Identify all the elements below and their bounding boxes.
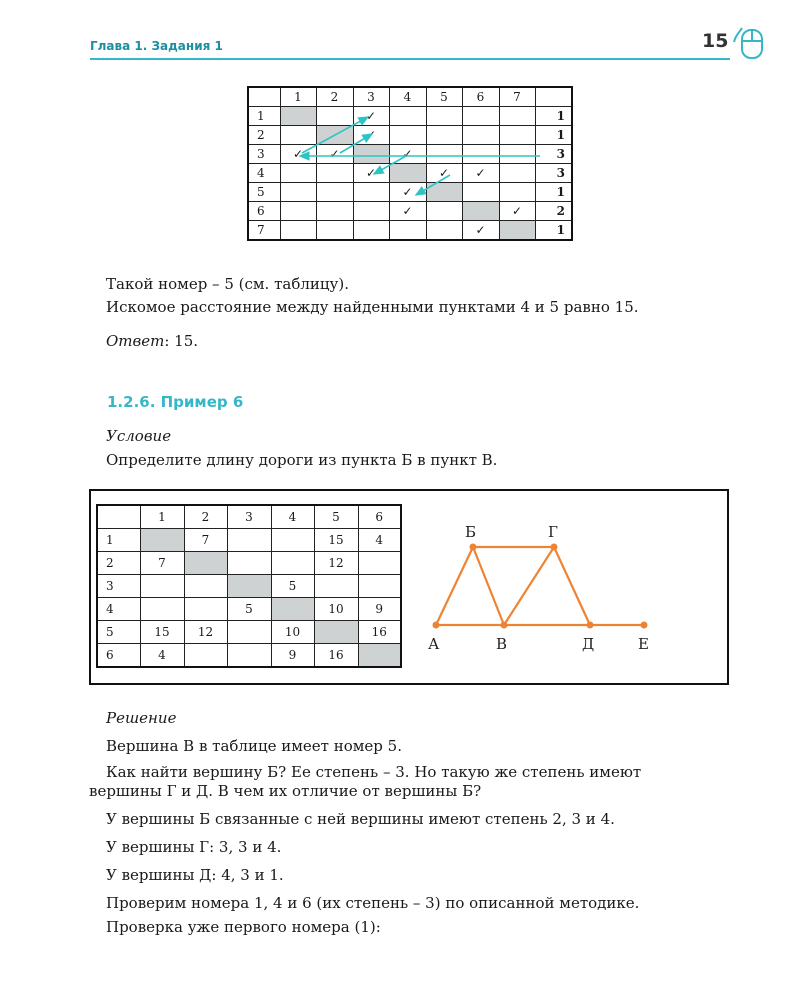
- vertex-label-G: Г: [548, 523, 558, 541]
- vertex-label-B: Б: [465, 523, 477, 541]
- condition-label: Условие: [106, 427, 172, 445]
- table1-cell: ✓: [462, 164, 499, 183]
- table2-row-header: 2: [97, 552, 140, 575]
- table2-row: [97, 575, 401, 598]
- table2-row-header: 4: [97, 598, 140, 621]
- edge-G-D: [554, 547, 590, 625]
- table1-degree-cell: 1: [535, 126, 572, 145]
- table2-row: [97, 598, 401, 621]
- table1-column-header: 3: [353, 87, 389, 107]
- table1-row-header: 1: [248, 107, 280, 126]
- table2-row-header: 6: [97, 644, 140, 668]
- connection-arrows: [0, 0, 800, 260]
- table2-cell: [227, 529, 271, 552]
- table2-column-header: 2: [184, 505, 227, 529]
- table1-column-header: 1: [280, 87, 316, 107]
- table2-cell: [140, 529, 184, 552]
- table2-cell: [140, 598, 184, 621]
- table2-cell: 15: [314, 529, 358, 552]
- table2-row-header: 1: [97, 529, 140, 552]
- solution-label: Решение: [106, 709, 177, 727]
- table2-cell: 7: [140, 552, 184, 575]
- table1-row-header: 2: [248, 126, 280, 145]
- chapter-title: Глава 1. Задания 1: [90, 39, 223, 53]
- table2-cell: [184, 575, 227, 598]
- solution-line-7: Проверка уже первого номера (1):: [106, 918, 381, 936]
- table2-column-header: 1: [140, 505, 184, 529]
- table2-row-header: 3: [97, 575, 140, 598]
- paragraph-result: Такой номер – 5 (см. таблицу).: [106, 275, 349, 293]
- table1-cell: ✓: [499, 202, 535, 221]
- table2-cell: [271, 552, 314, 575]
- table2-column-header: 3: [227, 505, 271, 529]
- table1-cell: ✓: [389, 202, 426, 221]
- table1-cell: ✓: [462, 221, 499, 241]
- table2-cell: [358, 644, 401, 668]
- edge-G-V: [504, 547, 554, 625]
- table1-column-header: 2: [316, 87, 353, 107]
- table2-row-header: 5: [97, 621, 140, 644]
- table2-cell: 12: [184, 621, 227, 644]
- arrow-3-to-2: [340, 134, 372, 153]
- distance-table: [96, 504, 402, 668]
- solution-line-6: Проверим номера 1, 4 и 6 (их степень – 3) по описанной методике.: [106, 894, 640, 912]
- arrow-3-to-1: [302, 117, 368, 153]
- table2-cell: [227, 552, 271, 575]
- answer-line: [106, 332, 198, 351]
- vertex-label-V: В: [496, 635, 508, 653]
- vertex-E: [641, 622, 648, 629]
- solution-line-1: Вершина В в таблице имеет номер 5.: [106, 737, 402, 755]
- table2-row: [97, 621, 401, 644]
- table2-cell: [271, 529, 314, 552]
- table2-cell: 12: [314, 552, 358, 575]
- table1-column-header: 4: [389, 87, 426, 107]
- section-heading: 1.2.6. Пример 6: [107, 393, 244, 411]
- table1-cell: ✓: [353, 164, 389, 183]
- answer-value: : 15.: [164, 332, 199, 350]
- table1-degree-cell: 3: [535, 164, 572, 183]
- table1-cell: ✓: [280, 145, 316, 164]
- solution-line-3: У вершины Б связанные с ней вершины имеют степень 2, 3 и 4.: [106, 810, 615, 828]
- page-number: 15: [702, 30, 729, 52]
- table2-row: [97, 644, 401, 668]
- solution-line-2b: вершины Г и Д. В чем их отличие от вершины Б?: [89, 782, 482, 800]
- table2-cell: [227, 621, 271, 644]
- vertex-D: [587, 622, 594, 629]
- table1-degree-cell: 2: [535, 202, 572, 221]
- table2-cell: 4: [140, 644, 184, 668]
- table2-column-header: 5: [314, 505, 358, 529]
- table2-cell: 7: [184, 529, 227, 552]
- table1-column-header: 6: [462, 87, 499, 107]
- edge-A-B: [436, 547, 473, 625]
- vertex-A: [433, 622, 440, 629]
- table2-cell: 9: [271, 644, 314, 668]
- condition-text: Определите длину дороги из пункта Б в пункт В.: [106, 451, 498, 469]
- table2-cell: 5: [227, 598, 271, 621]
- table2-cell: [314, 621, 358, 644]
- paragraph-distance: Искомое расстояние между найденными пунктами 4 и 5 равно 15.: [106, 298, 639, 316]
- table2-cell: [184, 552, 227, 575]
- arrow-4-to-5: [416, 175, 450, 195]
- table2-cell: [358, 575, 401, 598]
- table1-row-header: 5: [248, 183, 280, 202]
- answer-label: Ответ: [106, 332, 165, 350]
- table2-cell: 5: [271, 575, 314, 598]
- table1-cell: ✓: [389, 183, 426, 202]
- table2-header-row: [97, 505, 401, 529]
- table2-row: [97, 552, 401, 575]
- table2-cell: 4: [358, 529, 401, 552]
- table1-degree-cell: 1: [535, 221, 572, 241]
- vertex-label-D: Д: [582, 635, 595, 653]
- table2-cell: [358, 552, 401, 575]
- solution-line-4: У вершины Г: 3, 3 и 4.: [106, 838, 282, 856]
- table1-cell: ✓: [426, 164, 462, 183]
- table1-degree-cell: 1: [535, 183, 572, 202]
- table2-column-header: [97, 505, 140, 529]
- vertex-label-E: Е: [638, 635, 649, 653]
- road-graph: [410, 510, 670, 660]
- table2-cell: [140, 575, 184, 598]
- vertex-V: [501, 622, 508, 629]
- table2-cell: [184, 598, 227, 621]
- table2-column-header: 6: [358, 505, 401, 529]
- table2-cell: [227, 644, 271, 668]
- table1-row-header: 7: [248, 221, 280, 241]
- table1-cell: ✓: [353, 107, 389, 126]
- table2-cell: 16: [314, 644, 358, 668]
- solution-line-2a: Как найти вершину Б? Ее степень – 3. Но такую же степень имеют: [106, 763, 642, 781]
- table1-degree-cell: 1: [535, 107, 572, 126]
- vertex-B: [470, 544, 477, 551]
- edge-B-V: [473, 547, 504, 625]
- table2-cell: [271, 598, 314, 621]
- table1-row-header: 6: [248, 202, 280, 221]
- table1-column-header: 7: [499, 87, 535, 107]
- table1-degree-cell: 3: [535, 145, 572, 164]
- table1-cell: ✓: [353, 126, 389, 145]
- table2-column-header: 4: [271, 505, 314, 529]
- table2-cell: [184, 644, 227, 668]
- table2-cell: 9: [358, 598, 401, 621]
- table2-cell: [227, 575, 271, 598]
- table1-row-header: 4: [248, 164, 280, 183]
- arrow-3-to-4: [374, 156, 406, 174]
- table1-row-header: 3: [248, 145, 280, 164]
- table1-cell: ✓: [316, 145, 353, 164]
- table2-cell: [314, 575, 358, 598]
- vertex-G: [551, 544, 558, 551]
- solution-line-5: У вершины Д: 4, 3 и 1.: [106, 866, 284, 884]
- table2-cell: 10: [271, 621, 314, 644]
- table2-cell: 10: [314, 598, 358, 621]
- table1-column-header: 5: [426, 87, 462, 107]
- table2-cell: 15: [140, 621, 184, 644]
- table2-cell: 16: [358, 621, 401, 644]
- table2-row: [97, 529, 401, 552]
- table1-cell: ✓: [389, 145, 426, 164]
- vertex-label-A: А: [428, 635, 440, 653]
